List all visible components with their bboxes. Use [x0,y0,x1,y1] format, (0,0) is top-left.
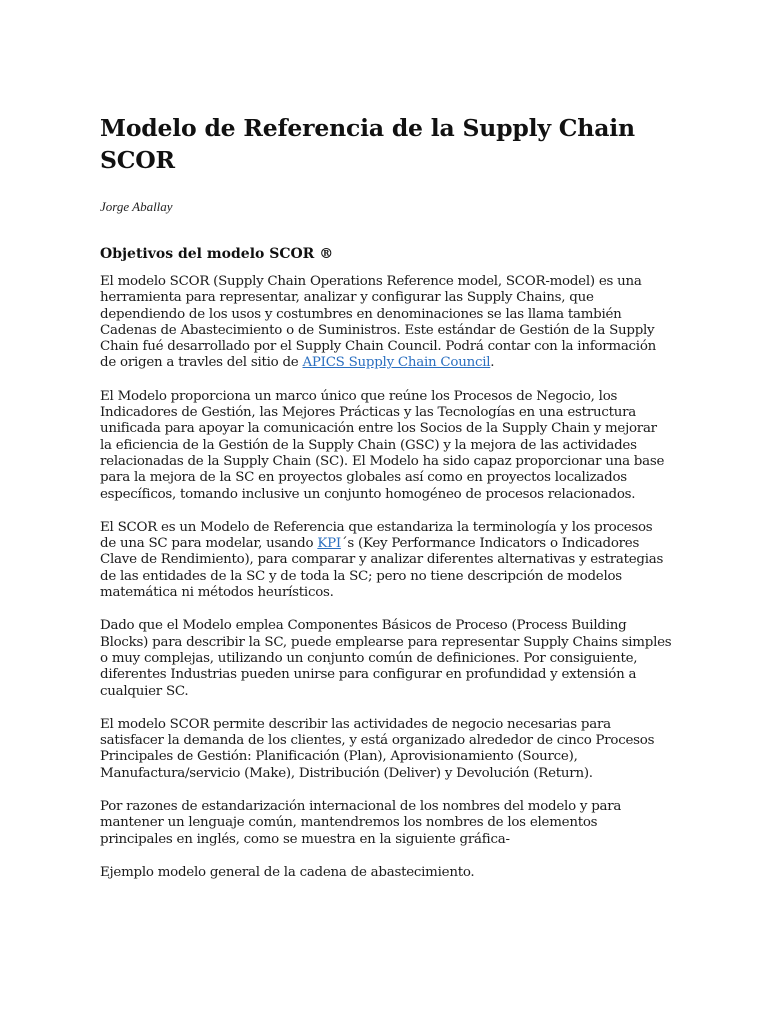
paragraph-intro-text: El modelo SCOR (Supply Chain Operations Reference model, SCOR-model) es una herramienta para representar, analizar y configurar las Supply Chains, que dependiendo de los usos y costumbres en denominaciones se las llama también Cadenas de Abastecimiento o de Suministros. Este estándar de Gestión de la Supply Chain fué desarrollado por el Supply Chain Council. Podrá contar con la información de origen a travles del sitio de [100,274,657,371]
paragraph-naming: Por razones de estandarización internacional de los nombres del modelo y para mantener un lenguaje común, mantendremos los nombres de los elementos principales en inglés, como se muestra en la siguiente gráfica- [100,799,622,847]
paragraph-reference-text: El SCOR es un Modelo de Referencia que estandariza la terminología y los procesos de una SC para modelar, usando [100,519,653,552]
apics-link[interactable]: APICS Supply Chain Council [302,355,491,371]
author-name: Jorge Aballay [100,199,173,214]
section-heading: Objetivos del modelo SCOR ® [100,246,334,262]
page-title: Modelo de Referencia de la Supply Chain SCOR [100,114,635,174]
document-page [100,112,672,881]
paragraph-framework: El Modelo proporciona un marco único que reúne los Procesos de Negocio, los Indicadores de Gestión, las Mejores Prácticas y las Tecnologías en una estructura unificada para apoyar la comunicación entre los Socios de la Supply Chain y mejorar la eficiencia de la Gestión de la Supply Chain (GSC) y la mejora de las actividades relacionadas de la Supply Chain (SC). El Modelo ha sido capaz proporcionar una base para la mejora de la SC en proyectos globales así como en proyectos localizados específicos, tomando inclusive un conjunto homogéneo de procesos relacionados. [100,388,665,502]
paragraph-building-blocks: Dado que el Modelo emplea Componentes Básicos de Proceso (Process Building Blocks) para describir la SC, puede emplearse para representar Supply Chains simples o muy complejas, utilizando un conjunto común de definiciones. Por consiguiente, diferentes Industrias pueden unirse para configurar en profundidad y extensión a cualquier SC. [100,618,672,699]
paragraph-example-caption: Ejemplo modelo general de la cadena de abastecimiento. [100,864,475,880]
paragraph-reference-model [100,520,672,601]
paragraph-reference-rest: ´s (Key Performance Indicators o Indicadores Clave de Rendimiento), para comparar y analizar diferentes alternativas y estrategias de las entidades de la SC y de toda la SC; pero no tiene descripción de modelos matemática ni métodos heurísticos. [100,536,664,601]
paragraph-intro [100,274,672,372]
kpi-link[interactable]: KPI [317,536,341,552]
paragraph-intro-end: . [490,355,495,371]
paragraph-processes: El modelo SCOR permite describir las actividades de negocio necesarias para satisfacer la demanda de los clientes, y está organizado alrededor de cinco Procesos Principales de Gestión: Planificación (Plan), Aprovisionamiento (Source), Manufactura/servicio (Make), Distribución (Deliver) y Devolución (Return). [100,716,655,781]
